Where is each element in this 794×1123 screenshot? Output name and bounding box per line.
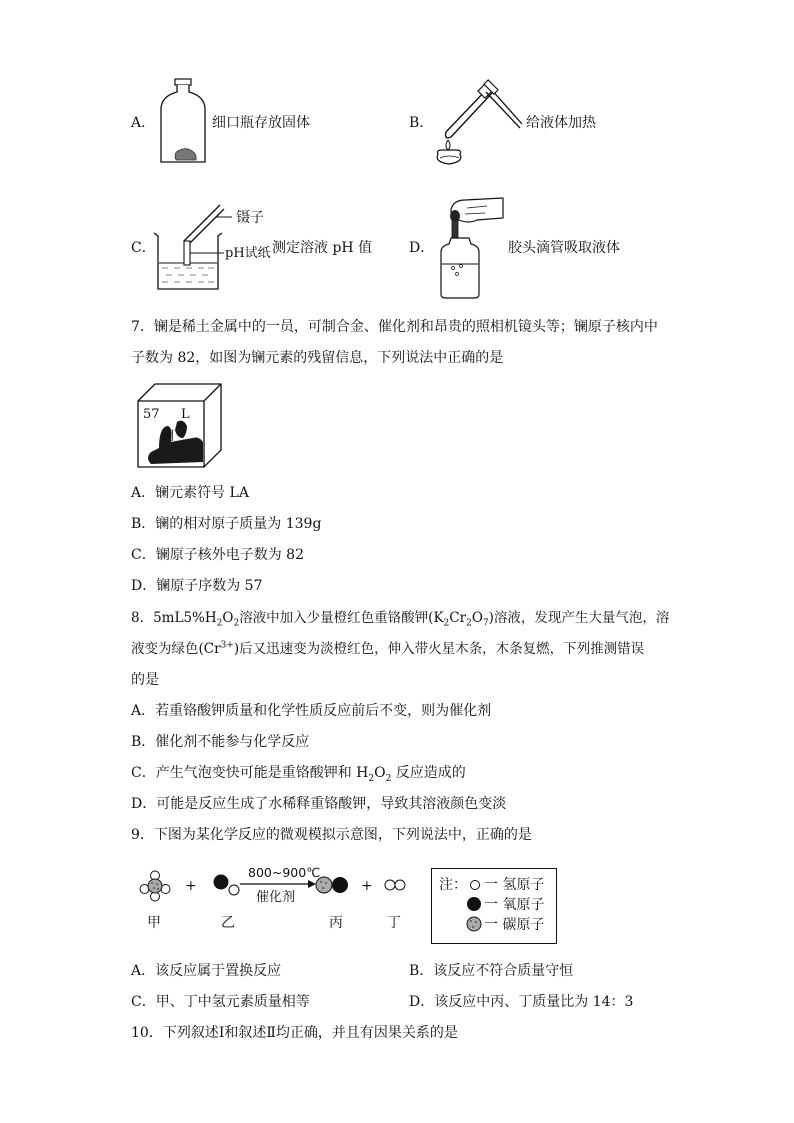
reagent-bottle-icon xyxy=(158,78,208,166)
tweezers-label: 镊子 xyxy=(236,210,264,226)
atomic-number: 57 xyxy=(143,407,160,422)
dropper-hand-icon xyxy=(437,194,507,300)
element-name: 镧 xyxy=(161,429,175,444)
q7-stem-line1: 7．镧是稀土金属中的一员，可制合金、催化剂和昂贵的照相机镜头等；镧原子核内中 xyxy=(131,319,658,335)
q6-option-a-letter[interactable]: A． xyxy=(131,115,156,131)
methane-molecule-icon xyxy=(139,870,171,902)
q6-option-d-letter[interactable]: D． xyxy=(409,240,435,256)
element-cell-figure xyxy=(137,382,223,468)
reaction-arrow-icon xyxy=(240,880,316,888)
q7-option-d[interactable]: D．镧原子序数为 57 xyxy=(131,578,263,594)
q6-d-caption: 胶头滴管吸取液体 xyxy=(508,240,620,256)
carbon-monoxide-molecule-icon xyxy=(315,876,349,894)
q9-option-a[interactable]: A．该反应属于置换反应 xyxy=(131,963,282,979)
carbon-atom-icon xyxy=(466,916,482,932)
heating-liquid-icon xyxy=(432,80,524,166)
q8-option-c[interactable]: C．产生气泡变快可能是重铬酸钾和 $H_2O_2$ 反应造成的 xyxy=(131,765,466,784)
hydrogen-molecule-icon xyxy=(384,879,406,891)
q8-option-a[interactable]: A．若重铬酸钾质量和化学性质反应前后不变，则为催化剂 xyxy=(131,703,492,719)
q7-option-b[interactable]: B．镧的相对原子质量为 139g xyxy=(131,516,322,532)
ph-paper-label: pH试纸 xyxy=(225,246,271,261)
q8-option-b[interactable]: B．催化剂不能参与化学反应 xyxy=(131,734,310,750)
q6-a-caption: 细口瓶存放固体 xyxy=(212,115,310,131)
q7-stem-line2: 子数为 82，如图为镧元素的残留信息，下列说法中正确的是 xyxy=(131,350,504,366)
label-bing: 丙 xyxy=(329,915,343,931)
q6-option-b-letter[interactable]: B． xyxy=(409,115,434,131)
water-molecule-icon xyxy=(212,872,242,898)
legend-title: 注： xyxy=(439,877,467,893)
q6-option-c-letter[interactable]: C． xyxy=(131,240,156,256)
q9-option-b[interactable]: B．该反应不符合质量守恒 xyxy=(409,963,574,979)
label-jia: 甲 xyxy=(147,915,161,931)
oxygen-atom-icon xyxy=(466,896,482,912)
q8-option-d[interactable]: D．可能是反应生成了水稀释重铬酸钾，导致其溶液颜色变淡 xyxy=(131,796,507,812)
q9-stem: 9．下图为某化学反应的微观模拟示意图，下列说法中，正确的是 xyxy=(131,827,532,843)
legend-hydrogen: 一 氢原子 xyxy=(484,877,545,893)
q8-stem-line1: 8．$5mL5\%H_2O_2$溶液中加入少量橙红色重铬酸钾$(K_2Cr_2O_7)$溶液，发现产生大量气泡，溶 xyxy=(131,610,670,629)
plus-sign-2: + xyxy=(361,878,373,894)
q8-stem-line3: 的是 xyxy=(131,672,159,688)
q7-option-c[interactable]: C．镧原子核外电子数为 82 xyxy=(131,547,304,563)
q6-b-caption: 给液体加热 xyxy=(526,115,596,131)
reaction-condition-temperature: 800~900℃ xyxy=(248,865,321,880)
hydrogen-atom-icon xyxy=(469,879,481,891)
legend-oxygen: 一 氧原子 xyxy=(484,897,545,913)
q7-option-a[interactable]: A．镧元素符号 LA xyxy=(131,485,249,501)
reaction-condition-catalyst: 催化剂 xyxy=(256,890,296,905)
plus-sign: + xyxy=(185,878,197,894)
label-ding: 丁 xyxy=(387,915,401,931)
q10-stem: 10．下列叙述Ⅰ和叙述Ⅱ均正确，并且有因果关系的是 xyxy=(131,1025,458,1041)
element-symbol: L xyxy=(181,407,190,422)
q8-stem-line2: 液变为绿色$(Cr^{3+})$后又迅速变为淡橙红色，伸入带火星木条，木条复燃，下列推测错误 xyxy=(131,640,645,657)
label-yi: 乙 xyxy=(221,915,235,931)
q9-option-c[interactable]: C．甲、丁中氢元素质量相等 xyxy=(131,994,310,1010)
legend-carbon: 一 碳原子 xyxy=(484,917,545,933)
q9-option-d[interactable]: D．该反应中丙、丁质量比为 14：3 xyxy=(409,994,634,1010)
q6-c-caption: 测定溶液 pH 值 xyxy=(272,240,373,256)
